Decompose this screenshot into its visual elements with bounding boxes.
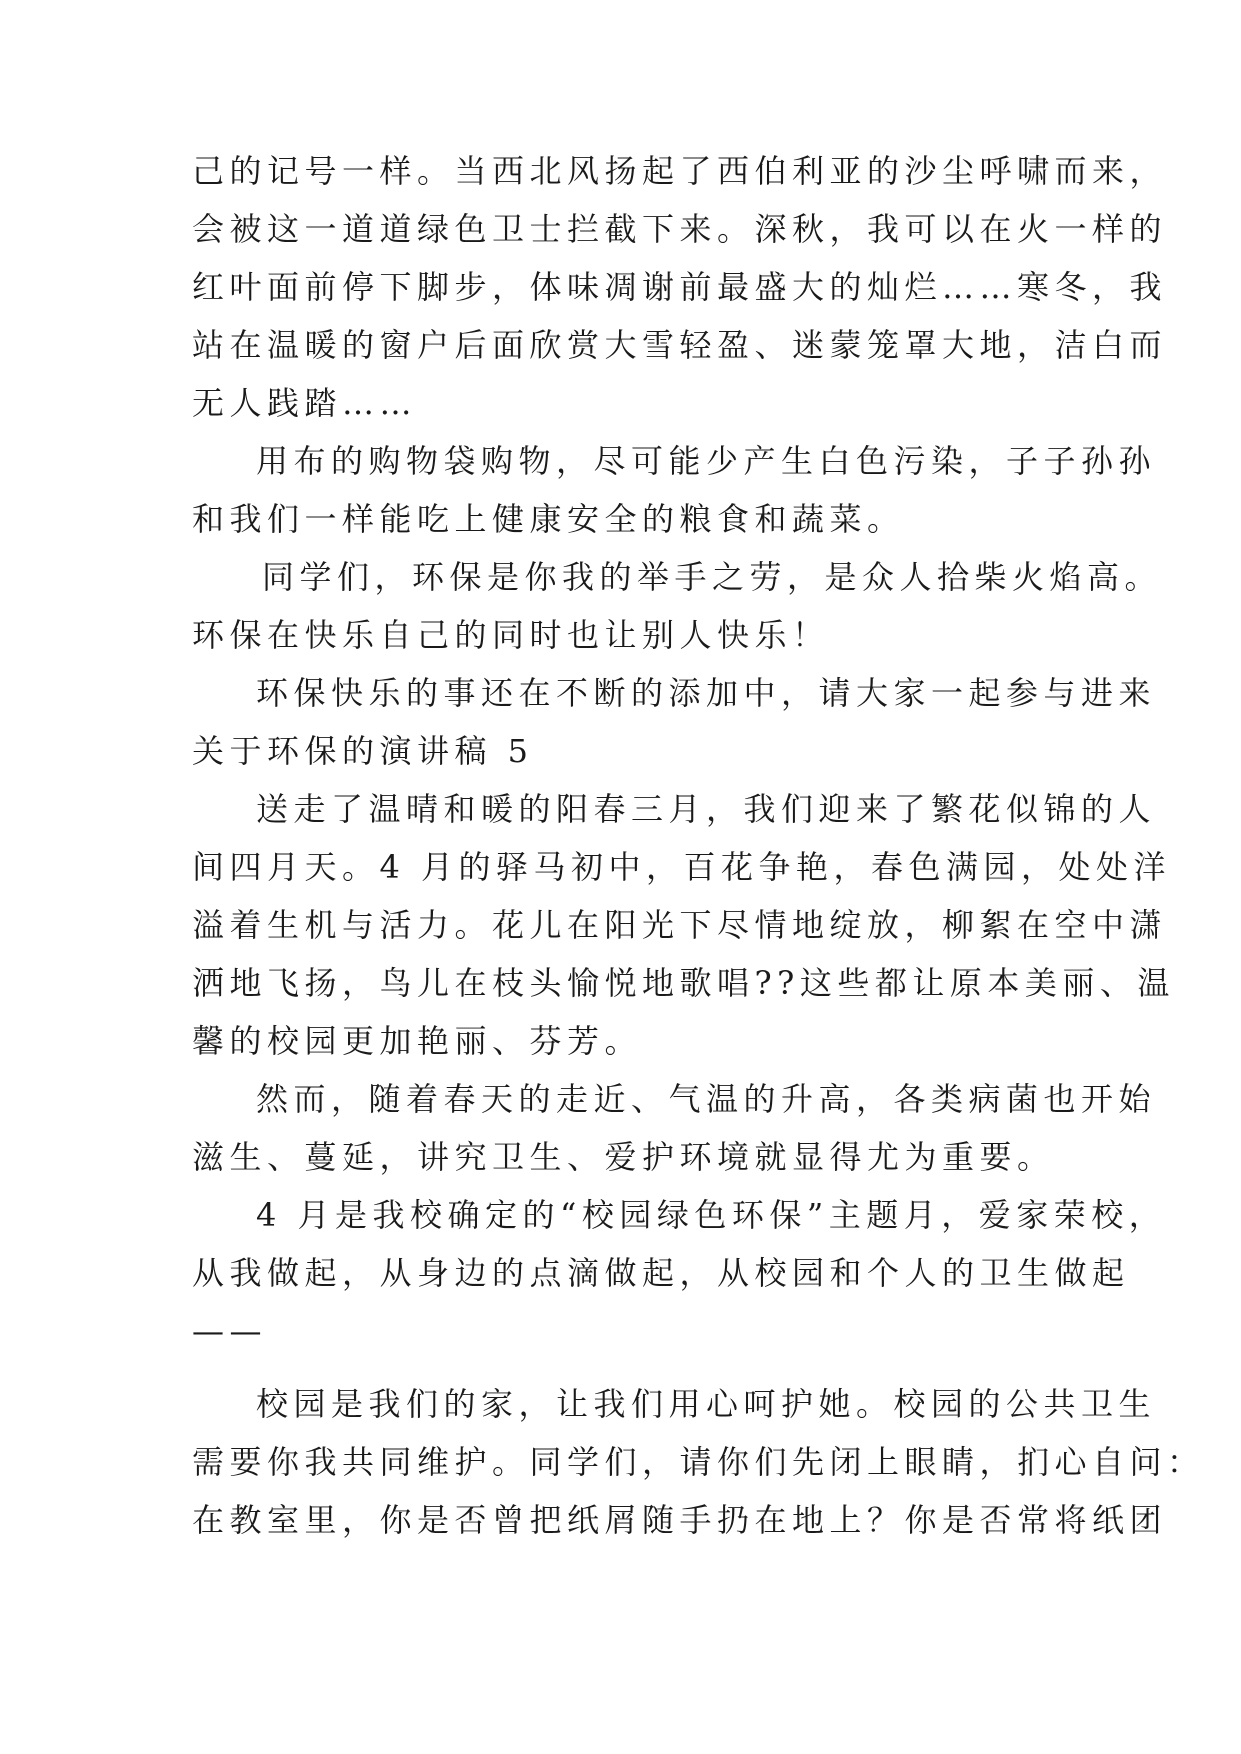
paragraph-first-line: 然而，随着春天的走近、气温的升高，各类病菌也开始 (256, 1080, 1157, 1118)
paragraph-first-line: 环保快乐的事还在不断的添加中，请大家一起参与进来 (256, 674, 1157, 712)
paragraph-first-line: 送走了温晴和暖的阳春三月，我们迎来了繁花似锦的人 (256, 790, 1157, 828)
paragraph-first-line: 校园是我们的家，让我们用心呵护她。校园的公共卫生 (256, 1385, 1157, 1423)
paragraph-first-line: 用布的购物袋购物，尽可能少产生白色污染，子子孙孙 (256, 442, 1157, 480)
text-line: 滋生、蔓延，讲究卫生、爱护环境就显得尤为重要。 (192, 1138, 1055, 1176)
text-line: 无人践踏…… (192, 384, 418, 422)
text-line: 在教室里，你是否曾把纸屑随手扔在地上？你是否常将纸团 (192, 1501, 1168, 1539)
text-line: 会被这一道道绿色卫士拦截下来。深秋，我可以在火一样的 (192, 210, 1168, 248)
text-line: 间四月天。4 月的驿马初中，百花争艳，春色满园，处处洋 (192, 848, 1172, 886)
paragraph-first-line: 4 月是我校确定的“校园绿色环保”主题月，爱家荣校， (256, 1196, 1167, 1234)
text-line: 从我做起，从身边的点滴做起，从校园和个人的卫生做起 (192, 1254, 1130, 1292)
text-line: 需要你我共同维护。同学们，请你们先闭上眼睛，扪心自问： (192, 1443, 1205, 1481)
paragraph-first-line: 同学们，环保是你我的举手之劳，是众人拾柴火焰高。 (262, 558, 1163, 596)
text-line: —— (192, 1312, 267, 1350)
text-line: 环保在快乐自己的同时也让别人快乐！ (192, 616, 830, 654)
text-line: 己的记号一样。当西北风扬起了西伯利亚的沙尘呼啸而来， (192, 152, 1168, 190)
text-line: 溢着生机与活力。花儿在阳光下尽情地绽放，柳絮在空中潇 (192, 906, 1168, 944)
text-line: 洒地飞扬，鸟儿在枝头愉悦地歌唱??这些都让原本美丽、温 (192, 964, 1175, 1002)
section-heading: 关于环保的演讲稿 5 (192, 732, 534, 770)
text-line: 和我们一样能吃上健康安全的粮食和蔬菜。 (192, 500, 905, 538)
text-line: 馨的校园更加艳丽、芬芳。 (192, 1022, 643, 1060)
text-line: 站在温暖的窗户后面欣赏大雪轻盈、迷蒙笼罩大地，洁白而 (192, 326, 1168, 364)
text-line: 红叶面前停下脚步，体味凋谢前最盛大的灿烂……寒冬，我 (192, 268, 1168, 306)
